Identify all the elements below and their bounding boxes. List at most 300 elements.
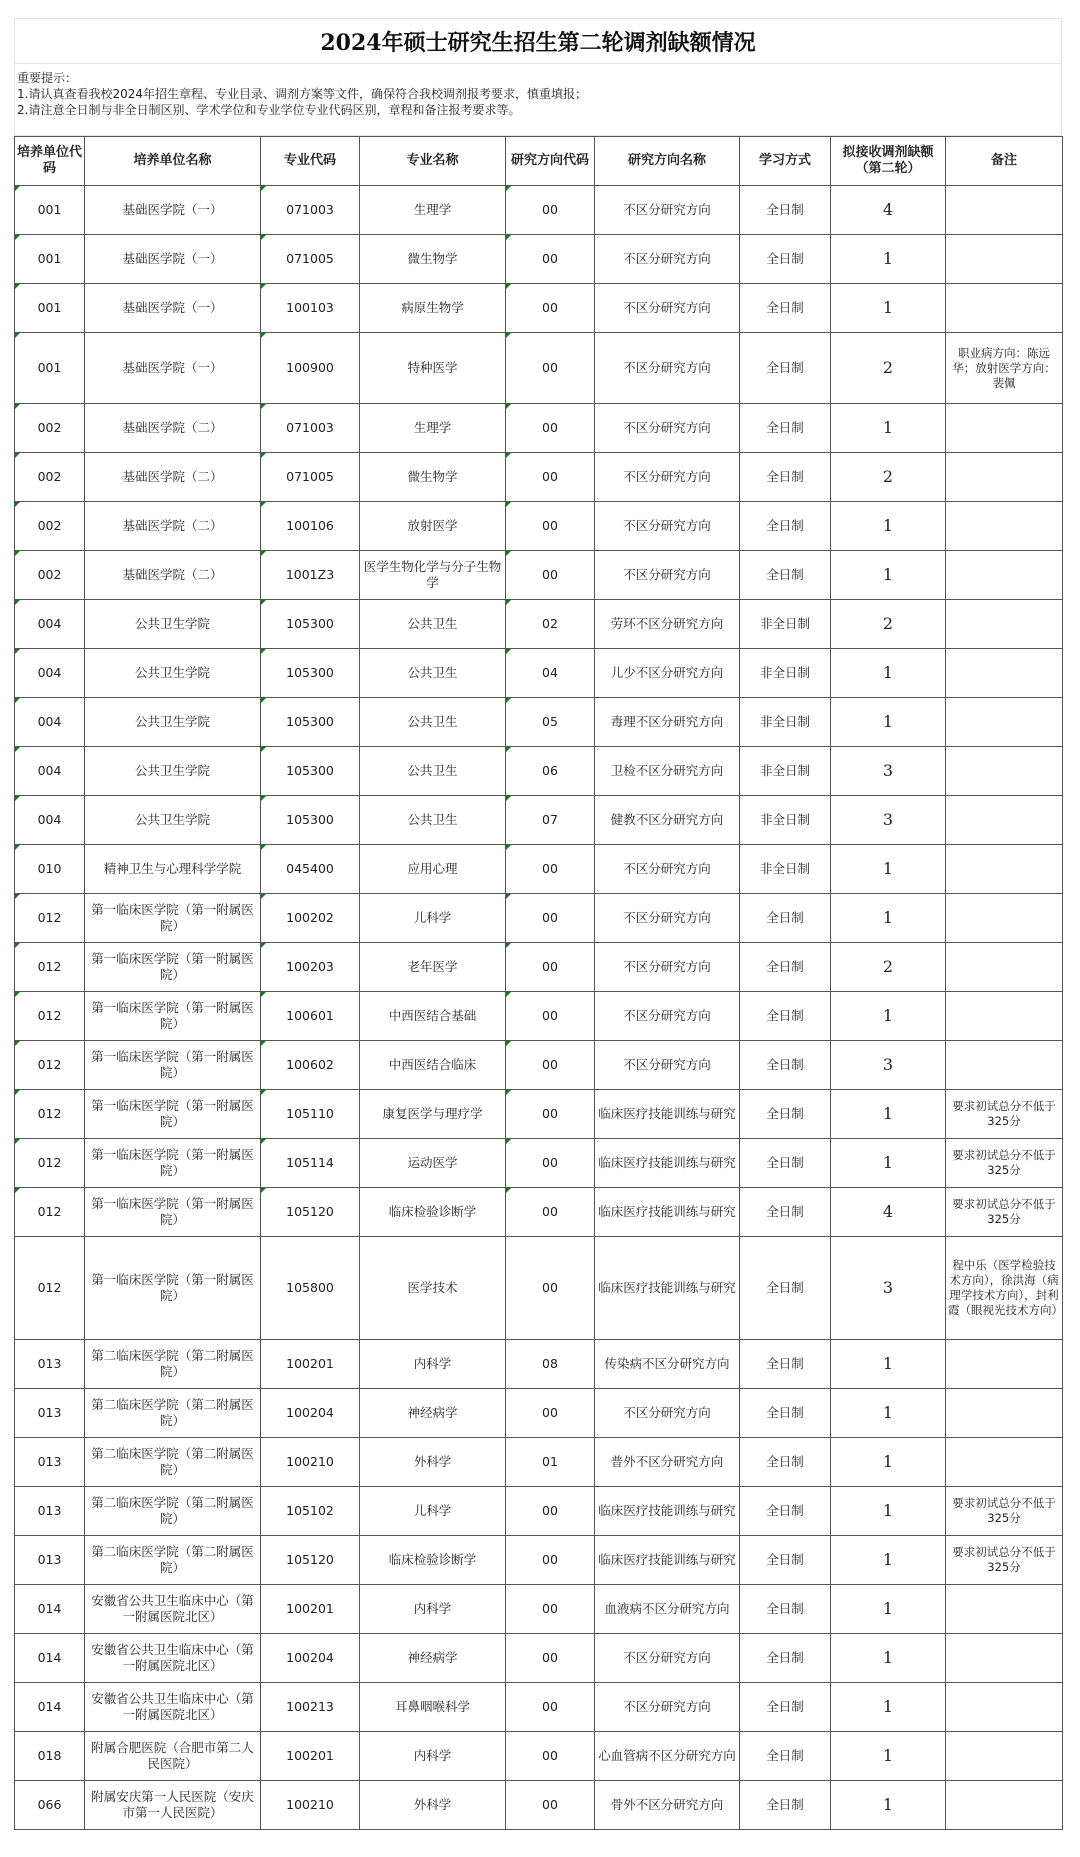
cell-unit-name[interactable]: 基础医学院（二）: [85, 551, 261, 600]
cell-unit-code[interactable]: 004: [15, 649, 85, 698]
cell-direction-name[interactable]: 血液病不区分研究方向: [595, 1585, 740, 1634]
cell-vacancy-count[interactable]: 1: [831, 1536, 946, 1585]
cell-remarks[interactable]: 要求初试总分不低于325分: [946, 1536, 1063, 1585]
cell-vacancy-count[interactable]: 4: [831, 186, 946, 235]
cell-unit-code[interactable]: 010: [15, 845, 85, 894]
cell-unit-name[interactable]: 第二临床医学院（第二附属医院）: [85, 1438, 261, 1487]
cell-unit-code[interactable]: 012: [15, 943, 85, 992]
cell-vacancy-count[interactable]: 3: [831, 1237, 946, 1340]
cell-vacancy-count[interactable]: 1: [831, 698, 946, 747]
cell-vacancy-count[interactable]: 1: [831, 1438, 946, 1487]
cell-remarks[interactable]: 要求初试总分不低于325分: [946, 1090, 1063, 1139]
cell-unit-name[interactable]: 基础医学院（二）: [85, 453, 261, 502]
cell-remarks[interactable]: [946, 1340, 1063, 1389]
cell-study-mode[interactable]: 全日制: [740, 1438, 831, 1487]
cell-direction-code[interactable]: 00: [506, 845, 595, 894]
cell-vacancy-count[interactable]: 1: [831, 1781, 946, 1830]
cell-study-mode[interactable]: 全日制: [740, 1237, 831, 1340]
cell-remarks[interactable]: 要求初试总分不低于325分: [946, 1139, 1063, 1188]
cell-direction-code[interactable]: 00: [506, 1139, 595, 1188]
cell-vacancy-count[interactable]: 3: [831, 747, 946, 796]
cell-unit-code[interactable]: 014: [15, 1634, 85, 1683]
cell-remarks[interactable]: [946, 1389, 1063, 1438]
cell-direction-code[interactable]: 00: [506, 1090, 595, 1139]
cell-major-name[interactable]: 内科学: [360, 1340, 506, 1389]
cell-study-mode[interactable]: 非全日制: [740, 747, 831, 796]
cell-remarks[interactable]: [946, 747, 1063, 796]
cell-major-name[interactable]: 公共卫生: [360, 796, 506, 845]
cell-direction-name[interactable]: 心血管病不区分研究方向: [595, 1732, 740, 1781]
cell-remarks[interactable]: [946, 1683, 1063, 1732]
cell-unit-code[interactable]: 004: [15, 747, 85, 796]
cell-direction-name[interactable]: 不区分研究方向: [595, 845, 740, 894]
cell-major-code[interactable]: 105102: [261, 1487, 360, 1536]
cell-vacancy-count[interactable]: 1: [831, 649, 946, 698]
table-row: [15, 1041, 1063, 1090]
table-row: [15, 404, 1063, 453]
cell-unit-code[interactable]: 012: [15, 1090, 85, 1139]
cell-direction-code[interactable]: 00: [506, 1732, 595, 1781]
cell-vacancy-count[interactable]: 1: [831, 284, 946, 333]
cell-unit-name[interactable]: 安徽省公共卫生临床中心（第一附属医院北区）: [85, 1683, 261, 1732]
cell-vacancy-count[interactable]: 1: [831, 1139, 946, 1188]
cell-direction-name[interactable]: 卫检不区分研究方向: [595, 747, 740, 796]
table-row: [15, 1389, 1063, 1438]
cell-direction-name[interactable]: 不区分研究方向: [595, 404, 740, 453]
cell-unit-name[interactable]: 基础医学院（一）: [85, 284, 261, 333]
cell-direction-name[interactable]: 健教不区分研究方向: [595, 796, 740, 845]
cell-study-mode[interactable]: 全日制: [740, 1732, 831, 1781]
cell-direction-code[interactable]: 00: [506, 1536, 595, 1585]
cell-unit-code[interactable]: 002: [15, 453, 85, 502]
cell-remarks[interactable]: [946, 404, 1063, 453]
cell-remarks[interactable]: [946, 894, 1063, 943]
cell-major-code[interactable]: 071005: [261, 453, 360, 502]
cell-major-code[interactable]: 100900: [261, 333, 360, 404]
cell-unit-code[interactable]: 013: [15, 1340, 85, 1389]
cell-direction-name[interactable]: 不区分研究方向: [595, 1389, 740, 1438]
cell-remarks[interactable]: [946, 186, 1063, 235]
cell-direction-name[interactable]: 不区分研究方向: [595, 453, 740, 502]
cell-direction-code[interactable]: 00: [506, 333, 595, 404]
cell-vacancy-count[interactable]: 4: [831, 1188, 946, 1237]
cell-unit-code[interactable]: 014: [15, 1683, 85, 1732]
cell-major-code[interactable]: 100201: [261, 1732, 360, 1781]
cell-study-mode[interactable]: 非全日制: [740, 845, 831, 894]
cell-study-mode[interactable]: 全日制: [740, 404, 831, 453]
note-line: 1.请认真查看我校2024年招生章程、专业目录、调剂方案等文件，确保符合我校调剂报考要求，慎重填报；: [17, 87, 587, 101]
cell-major-code[interactable]: 105300: [261, 649, 360, 698]
cell-major-code[interactable]: 100204: [261, 1389, 360, 1438]
cell-major-name[interactable]: 公共卫生: [360, 600, 506, 649]
cell-major-name[interactable]: 儿科学: [360, 894, 506, 943]
cell-vacancy-count[interactable]: 1: [831, 894, 946, 943]
cell-unit-name[interactable]: 第一临床医学院（第一附属医院）: [85, 992, 261, 1041]
cell-study-mode[interactable]: 非全日制: [740, 600, 831, 649]
cell-direction-code[interactable]: 00: [506, 1041, 595, 1090]
cell-unit-name[interactable]: 安徽省公共卫生临床中心（第一附属医院北区）: [85, 1585, 261, 1634]
cell-unit-code[interactable]: 001: [15, 284, 85, 333]
cell-major-code[interactable]: 100213: [261, 1683, 360, 1732]
cell-unit-name[interactable]: 第二临床医学院（第二附属医院）: [85, 1340, 261, 1389]
cell-remarks[interactable]: [946, 453, 1063, 502]
cell-unit-name[interactable]: 公共卫生学院: [85, 649, 261, 698]
cell-direction-name[interactable]: 传染病不区分研究方向: [595, 1340, 740, 1389]
cell-direction-name[interactable]: 普外不区分研究方向: [595, 1438, 740, 1487]
cell-major-name[interactable]: 临床检验诊断学: [360, 1188, 506, 1237]
cell-major-code[interactable]: 100602: [261, 1041, 360, 1090]
cell-direction-name[interactable]: 临床医疗技能训练与研究: [595, 1237, 740, 1340]
cell-remarks[interactable]: [946, 1438, 1063, 1487]
cell-direction-code[interactable]: 00: [506, 1634, 595, 1683]
cell-study-mode[interactable]: 全日制: [740, 1487, 831, 1536]
cell-direction-name[interactable]: 不区分研究方向: [595, 894, 740, 943]
cell-study-mode[interactable]: 全日制: [740, 992, 831, 1041]
cell-unit-name[interactable]: 第一临床医学院（第一附属医院）: [85, 1041, 261, 1090]
cell-study-mode[interactable]: 全日制: [740, 1139, 831, 1188]
cell-unit-code[interactable]: 012: [15, 1188, 85, 1237]
cell-study-mode[interactable]: 非全日制: [740, 698, 831, 747]
cell-direction-code[interactable]: 00: [506, 1781, 595, 1830]
cell-major-name[interactable]: 公共卫生: [360, 698, 506, 747]
cell-vacancy-count[interactable]: 1: [831, 1487, 946, 1536]
cell-vacancy-count[interactable]: 2: [831, 333, 946, 404]
cell-major-name[interactable]: 公共卫生: [360, 747, 506, 796]
cell-remarks[interactable]: 要求初试总分不低于325分: [946, 1188, 1063, 1237]
cell-unit-code[interactable]: 001: [15, 235, 85, 284]
cell-unit-name[interactable]: 附属安庆第一人民医院（安庆市第一人民医院）: [85, 1781, 261, 1830]
cell-major-name[interactable]: 临床检验诊断学: [360, 1536, 506, 1585]
cell-study-mode[interactable]: 全日制: [740, 1188, 831, 1237]
cell-direction-code[interactable]: 00: [506, 1389, 595, 1438]
cell-direction-name[interactable]: 儿少不区分研究方向: [595, 649, 740, 698]
cell-direction-code[interactable]: 04: [506, 649, 595, 698]
cell-major-code[interactable]: 105300: [261, 796, 360, 845]
cell-direction-name[interactable]: 骨外不区分研究方向: [595, 1781, 740, 1830]
cell-remarks[interactable]: [946, 649, 1063, 698]
cell-unit-name[interactable]: 安徽省公共卫生临床中心（第一附属医院北区）: [85, 1634, 261, 1683]
cell-unit-code[interactable]: 014: [15, 1585, 85, 1634]
cell-direction-code[interactable]: 00: [506, 186, 595, 235]
table-row: [15, 502, 1063, 551]
cell-major-name[interactable]: 生理学: [360, 404, 506, 453]
cell-vacancy-count[interactable]: 1: [831, 1683, 946, 1732]
cell-direction-code[interactable]: 08: [506, 1340, 595, 1389]
cell-remarks[interactable]: [946, 1585, 1063, 1634]
cell-major-name[interactable]: 内科学: [360, 1732, 506, 1781]
cell-unit-code[interactable]: 002: [15, 502, 85, 551]
cell-study-mode[interactable]: 全日制: [740, 551, 831, 600]
cell-vacancy-count[interactable]: 1: [831, 1090, 946, 1139]
cell-unit-code[interactable]: 013: [15, 1487, 85, 1536]
cell-direction-code[interactable]: 06: [506, 747, 595, 796]
cell-remarks[interactable]: [946, 1781, 1063, 1830]
cell-direction-name[interactable]: 临床医疗技能训练与研究: [595, 1139, 740, 1188]
cell-remarks[interactable]: [946, 600, 1063, 649]
cell-major-code[interactable]: 071003: [261, 404, 360, 453]
cell-study-mode[interactable]: 全日制: [740, 235, 831, 284]
cell-unit-name[interactable]: 公共卫生学院: [85, 698, 261, 747]
cell-unit-name[interactable]: 基础医学院（一）: [85, 186, 261, 235]
table-row: [15, 747, 1063, 796]
cell-direction-code[interactable]: 07: [506, 796, 595, 845]
cell-remarks[interactable]: 要求初试总分不低于325分: [946, 1487, 1063, 1536]
cell-vacancy-count[interactable]: 1: [831, 235, 946, 284]
cell-major-name[interactable]: 运动医学: [360, 1139, 506, 1188]
cell-major-name[interactable]: 应用心理: [360, 845, 506, 894]
cell-remarks[interactable]: 程中乐（医学检验技术方向），徐洪海（病理学技术方向），封利霞（眼视光技术方向）: [946, 1237, 1063, 1340]
cell-unit-name[interactable]: 第一临床医学院（第一附属医院）: [85, 894, 261, 943]
cell-major-code[interactable]: 100106: [261, 502, 360, 551]
cell-major-code[interactable]: 100210: [261, 1781, 360, 1830]
cell-unit-name[interactable]: 第二临床医学院（第二附属医院）: [85, 1487, 261, 1536]
cell-major-code[interactable]: 105800: [261, 1237, 360, 1340]
cell-vacancy-count[interactable]: 2: [831, 600, 946, 649]
cell-major-name[interactable]: 内科学: [360, 1585, 506, 1634]
cell-major-name[interactable]: 中西医结合临床: [360, 1041, 506, 1090]
cell-direction-name[interactable]: 不区分研究方向: [595, 1041, 740, 1090]
cell-unit-code[interactable]: 002: [15, 404, 85, 453]
cell-vacancy-count[interactable]: 2: [831, 453, 946, 502]
cell-vacancy-count[interactable]: 1: [831, 1585, 946, 1634]
cell-study-mode[interactable]: 全日制: [740, 284, 831, 333]
cell-direction-name[interactable]: 不区分研究方向: [595, 284, 740, 333]
cell-direction-name[interactable]: 毒理不区分研究方向: [595, 698, 740, 747]
cell-study-mode[interactable]: 全日制: [740, 186, 831, 235]
cell-major-name[interactable]: 神经病学: [360, 1634, 506, 1683]
cell-remarks[interactable]: [946, 1634, 1063, 1683]
cell-vacancy-count[interactable]: 2: [831, 943, 946, 992]
cell-direction-code[interactable]: 00: [506, 235, 595, 284]
cell-direction-code[interactable]: 01: [506, 1438, 595, 1487]
cell-unit-code[interactable]: 013: [15, 1438, 85, 1487]
cell-unit-name[interactable]: 基础医学院（一）: [85, 235, 261, 284]
cell-vacancy-count[interactable]: 1: [831, 404, 946, 453]
cell-vacancy-count[interactable]: 1: [831, 1634, 946, 1683]
cell-direction-code[interactable]: 00: [506, 1237, 595, 1340]
cell-major-name[interactable]: 外科学: [360, 1781, 506, 1830]
cell-major-name[interactable]: 特种医学: [360, 333, 506, 404]
cell-direction-name[interactable]: 不区分研究方向: [595, 333, 740, 404]
cell-major-name[interactable]: 放射医学: [360, 502, 506, 551]
cell-major-name[interactable]: 生理学: [360, 186, 506, 235]
cell-major-code[interactable]: 100204: [261, 1634, 360, 1683]
cell-vacancy-count[interactable]: 3: [831, 1041, 946, 1090]
cell-unit-code[interactable]: 012: [15, 1041, 85, 1090]
cell-direction-code[interactable]: 00: [506, 551, 595, 600]
cell-study-mode[interactable]: 全日制: [740, 1536, 831, 1585]
cell-major-name[interactable]: 微生物学: [360, 453, 506, 502]
cell-unit-name[interactable]: 第一临床医学院（第一附属医院）: [85, 1090, 261, 1139]
cell-vacancy-count[interactable]: 1: [831, 502, 946, 551]
cell-major-name[interactable]: 儿科学: [360, 1487, 506, 1536]
cell-study-mode[interactable]: 全日制: [740, 1041, 831, 1090]
cell-unit-code[interactable]: 004: [15, 600, 85, 649]
cell-unit-code[interactable]: 002: [15, 551, 85, 600]
cell-direction-code[interactable]: 00: [506, 992, 595, 1041]
cell-study-mode[interactable]: 全日制: [740, 1090, 831, 1139]
cell-major-code[interactable]: 105300: [261, 698, 360, 747]
cell-major-name[interactable]: 公共卫生: [360, 649, 506, 698]
cell-unit-code[interactable]: 001: [15, 333, 85, 404]
cell-direction-code[interactable]: 00: [506, 1585, 595, 1634]
cell-direction-name[interactable]: 不区分研究方向: [595, 1634, 740, 1683]
cell-unit-code[interactable]: 004: [15, 698, 85, 747]
cell-study-mode[interactable]: 全日制: [740, 502, 831, 551]
cell-study-mode[interactable]: 全日制: [740, 1634, 831, 1683]
cell-major-code[interactable]: 100203: [261, 943, 360, 992]
cell-unit-code[interactable]: 066: [15, 1781, 85, 1830]
cell-remarks[interactable]: [946, 235, 1063, 284]
cell-study-mode[interactable]: 全日制: [740, 1340, 831, 1389]
cell-direction-code[interactable]: 00: [506, 1188, 595, 1237]
cell-unit-name[interactable]: 第二临床医学院（第二附属医院）: [85, 1536, 261, 1585]
cell-major-name[interactable]: 病原生物学: [360, 284, 506, 333]
cell-unit-name[interactable]: 精神卫生与心理科学学院: [85, 845, 261, 894]
cell-study-mode[interactable]: 全日制: [740, 453, 831, 502]
cell-major-name[interactable]: 外科学: [360, 1438, 506, 1487]
cell-unit-code[interactable]: 018: [15, 1732, 85, 1781]
cell-remarks[interactable]: [946, 943, 1063, 992]
cell-unit-code[interactable]: 001: [15, 186, 85, 235]
cell-vacancy-count[interactable]: 1: [831, 1732, 946, 1781]
table-row: [15, 551, 1063, 600]
cell-major-code[interactable]: 105300: [261, 600, 360, 649]
cell-major-name[interactable]: 微生物学: [360, 235, 506, 284]
cell-study-mode[interactable]: 非全日制: [740, 796, 831, 845]
cell-major-code[interactable]: 100202: [261, 894, 360, 943]
cell-study-mode[interactable]: 全日制: [740, 1585, 831, 1634]
cell-major-name[interactable]: 神经病学: [360, 1389, 506, 1438]
cell-direction-name[interactable]: 劳环不区分研究方向: [595, 600, 740, 649]
cell-major-code[interactable]: 105120: [261, 1536, 360, 1585]
cell-study-mode[interactable]: 全日制: [740, 1389, 831, 1438]
cell-direction-name[interactable]: 临床医疗技能训练与研究: [595, 1188, 740, 1237]
cell-remarks[interactable]: [946, 845, 1063, 894]
cell-unit-name[interactable]: 公共卫生学院: [85, 796, 261, 845]
cell-unit-code[interactable]: 012: [15, 1237, 85, 1340]
cell-direction-code[interactable]: 00: [506, 284, 595, 333]
cell-direction-name[interactable]: 不区分研究方向: [595, 186, 740, 235]
table-row: [15, 796, 1063, 845]
cell-remarks[interactable]: [946, 992, 1063, 1041]
cell-unit-name[interactable]: 基础医学院（二）: [85, 404, 261, 453]
cell-direction-name[interactable]: 不区分研究方向: [595, 1683, 740, 1732]
cell-major-name[interactable]: 康复医学与理疗学: [360, 1090, 506, 1139]
cell-major-code[interactable]: 105300: [261, 747, 360, 796]
cell-major-code[interactable]: 100201: [261, 1340, 360, 1389]
cell-unit-name[interactable]: 基础医学院（二）: [85, 502, 261, 551]
cell-direction-code[interactable]: 00: [506, 404, 595, 453]
cell-direction-name[interactable]: 临床医疗技能训练与研究: [595, 1090, 740, 1139]
cell-remarks[interactable]: [946, 698, 1063, 747]
cell-major-code[interactable]: 105114: [261, 1139, 360, 1188]
cell-major-code[interactable]: 100201: [261, 1585, 360, 1634]
cell-direction-code[interactable]: 00: [506, 943, 595, 992]
cell-direction-code[interactable]: 00: [506, 1487, 595, 1536]
table-row: [15, 1683, 1063, 1732]
cell-vacancy-count[interactable]: 1: [831, 1340, 946, 1389]
cell-unit-name[interactable]: 公共卫生学院: [85, 747, 261, 796]
table-row: [15, 649, 1063, 698]
cell-study-mode[interactable]: 全日制: [740, 1781, 831, 1830]
cell-unit-code[interactable]: 004: [15, 796, 85, 845]
cell-study-mode[interactable]: 非全日制: [740, 649, 831, 698]
cell-unit-code[interactable]: 012: [15, 992, 85, 1041]
cell-direction-name[interactable]: 临床医疗技能训练与研究: [595, 1487, 740, 1536]
cell-direction-code[interactable]: 05: [506, 698, 595, 747]
cell-major-code[interactable]: 105110: [261, 1090, 360, 1139]
cell-remarks[interactable]: [946, 502, 1063, 551]
cell-direction-name[interactable]: 临床医疗技能训练与研究: [595, 1536, 740, 1585]
cell-study-mode[interactable]: 全日制: [740, 894, 831, 943]
cell-unit-code[interactable]: 012: [15, 1139, 85, 1188]
cell-direction-name[interactable]: 不区分研究方向: [595, 551, 740, 600]
cell-unit-name[interactable]: 公共卫生学院: [85, 600, 261, 649]
cell-major-code[interactable]: 1001Z3: [261, 551, 360, 600]
cell-major-code[interactable]: 100210: [261, 1438, 360, 1487]
cell-direction-name[interactable]: 不区分研究方向: [595, 235, 740, 284]
cell-major-name[interactable]: 老年医学: [360, 943, 506, 992]
cell-major-name[interactable]: 医学生物化学与分子生物学: [360, 551, 506, 600]
table-row: [15, 894, 1063, 943]
cell-major-code[interactable]: 071005: [261, 235, 360, 284]
cell-direction-name[interactable]: 不区分研究方向: [595, 943, 740, 992]
cell-direction-name[interactable]: 不区分研究方向: [595, 992, 740, 1041]
cell-direction-code[interactable]: 00: [506, 453, 595, 502]
cell-direction-code[interactable]: 00: [506, 1683, 595, 1732]
cell-major-code[interactable]: 045400: [261, 845, 360, 894]
cell-remarks[interactable]: [946, 551, 1063, 600]
cell-remarks[interactable]: 职业病方向：陈远华；放射医学方向：裴佩: [946, 333, 1063, 404]
cell-major-name[interactable]: 耳鼻咽喉科学: [360, 1683, 506, 1732]
notes: [14, 64, 1062, 136]
cell-major-code[interactable]: 100601: [261, 992, 360, 1041]
cell-study-mode[interactable]: 全日制: [740, 1683, 831, 1732]
cell-vacancy-count[interactable]: 3: [831, 796, 946, 845]
cell-major-name[interactable]: 医学技术: [360, 1237, 506, 1340]
cell-vacancy-count[interactable]: 1: [831, 1389, 946, 1438]
cell-direction-code[interactable]: 00: [506, 894, 595, 943]
cell-direction-code[interactable]: 02: [506, 600, 595, 649]
cell-study-mode[interactable]: 全日制: [740, 333, 831, 404]
cell-unit-name[interactable]: 附属合肥医院（合肥市第二人民医院）: [85, 1732, 261, 1781]
cell-major-code[interactable]: 100103: [261, 284, 360, 333]
cell-vacancy-count[interactable]: 1: [831, 992, 946, 1041]
cell-direction-name[interactable]: 不区分研究方向: [595, 502, 740, 551]
cell-study-mode[interactable]: 全日制: [740, 943, 831, 992]
cell-unit-name[interactable]: 第一临床医学院（第一附属医院）: [85, 1188, 261, 1237]
cell-unit-code[interactable]: 013: [15, 1389, 85, 1438]
cell-remarks[interactable]: [946, 1732, 1063, 1781]
cell-vacancy-count[interactable]: 1: [831, 551, 946, 600]
cell-unit-name[interactable]: 基础医学院（一）: [85, 333, 261, 404]
cell-unit-name[interactable]: 第一临床医学院（第一附属医院）: [85, 1139, 261, 1188]
cell-unit-name[interactable]: 第二临床医学院（第二附属医院）: [85, 1389, 261, 1438]
cell-unit-name[interactable]: 第一临床医学院（第一附属医院）: [85, 943, 261, 992]
cell-remarks[interactable]: [946, 796, 1063, 845]
cell-unit-name[interactable]: 第一临床医学院（第一附属医院）: [85, 1237, 261, 1340]
cell-remarks[interactable]: [946, 1041, 1063, 1090]
cell-unit-code[interactable]: 012: [15, 894, 85, 943]
cell-major-name[interactable]: 中西医结合基础: [360, 992, 506, 1041]
cell-direction-code[interactable]: 00: [506, 502, 595, 551]
cell-vacancy-count[interactable]: 1: [831, 845, 946, 894]
cell-major-code[interactable]: 105120: [261, 1188, 360, 1237]
cell-major-code[interactable]: 071003: [261, 186, 360, 235]
cell-unit-code[interactable]: 013: [15, 1536, 85, 1585]
cell-remarks[interactable]: [946, 284, 1063, 333]
